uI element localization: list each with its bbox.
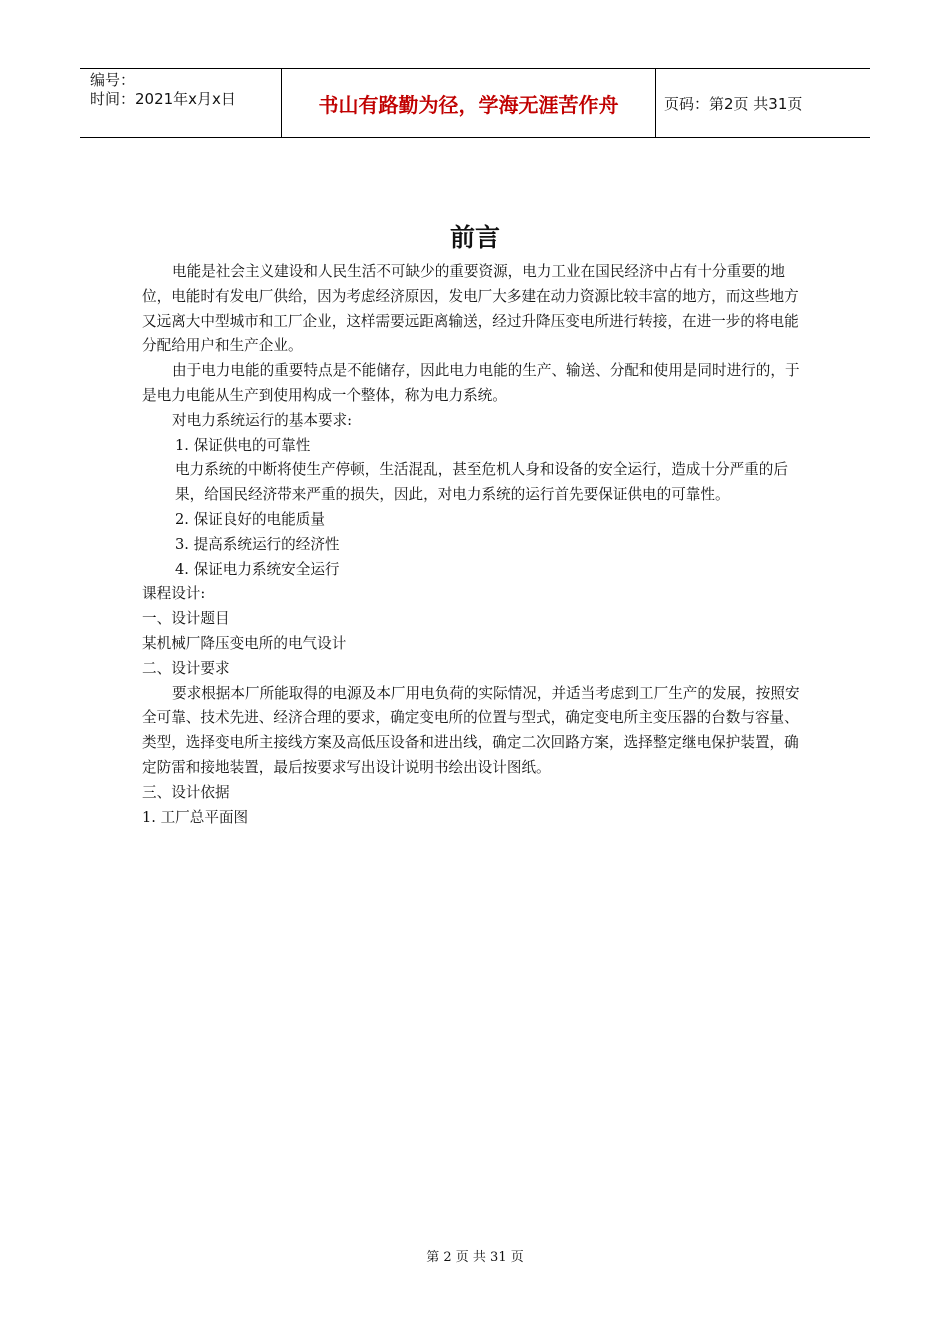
motto: 书山有路勤为径，学海无涯苦作舟 (282, 69, 656, 137)
list-item: 3. 提高系统运行的经济性 (175, 535, 340, 553)
page-title: 前言 (449, 223, 500, 252)
page-code: 页码：第2页 共31页 (664, 94, 803, 113)
paragraph: 电能是社会主义建设和人民生活不可缺少的重要资源，电力工业在国民经济中占有十分重要的地位，电能时有发电厂供给，因为考虑经济原因，发电厂大多建在动力资源比较丰富的地方，而这些地方又远离大中型城市和工厂企业，这样需要远距离输送，经过升降压变电所进行转接，在进一步的将电能分配给用户和生产企业。 (142, 263, 799, 355)
number-label: 编号： (90, 71, 136, 89)
page-footer: 第 2 页 共 31 页 (426, 1250, 524, 1265)
list-item: 2. 保证良好的电能质量 (175, 510, 325, 528)
section-heading: 课程设计: (142, 585, 206, 603)
paragraph: 要求根据本厂所能取得的电源及本厂用电负荷的实际情况，并适当考虑到工厂生产的发展，按照安全可靠、技术先进、经济合理的要求，确定变电所的位置与型式，确定变电所主变压器的台数与容量、类型，选择变电所主接线方案及高低压设备和进出线，确定二次回路方案，选择整定继电保护装置，确定防雷和接地装置，最后按要求写出设计说明书绘出设计图纸。 (142, 684, 800, 776)
header-table (80, 68, 870, 138)
paragraph: 某机械厂降压变电所的电气设计 (142, 634, 347, 652)
section-heading: 一、设计题目 (142, 610, 230, 628)
paragraph: 对电力系统运行的基本要求: (172, 411, 353, 429)
body-text (142, 260, 808, 830)
paragraph: 电力系统的中断将使生产停顿，生活混乱，甚至危机人身和设备的安全运行，造成十分严重的后果，给国民经济带来严重的损失，因此，对电力系统的运行首先要保证供电的可靠性。 (175, 461, 788, 504)
header-left-cell (80, 69, 282, 137)
paragraph: 由于电力电能的重要特点是不能储存，因此电力电能的生产、输送、分配和使用是同时进行的，于是电力电能从生产到使用构成一个整体，称为电力系统。 (142, 362, 800, 404)
section-heading: 二、设计要求 (142, 659, 230, 677)
list-item: 1. 工厂总平面图 (142, 808, 249, 826)
section-heading: 三、设计依据 (142, 783, 230, 801)
list-item: 1. 保证供电的可靠性 (175, 436, 311, 454)
list-item: 4. 保证电力系统安全运行 (175, 560, 340, 578)
time-label: 时间：2021年x月x日 (90, 90, 236, 108)
